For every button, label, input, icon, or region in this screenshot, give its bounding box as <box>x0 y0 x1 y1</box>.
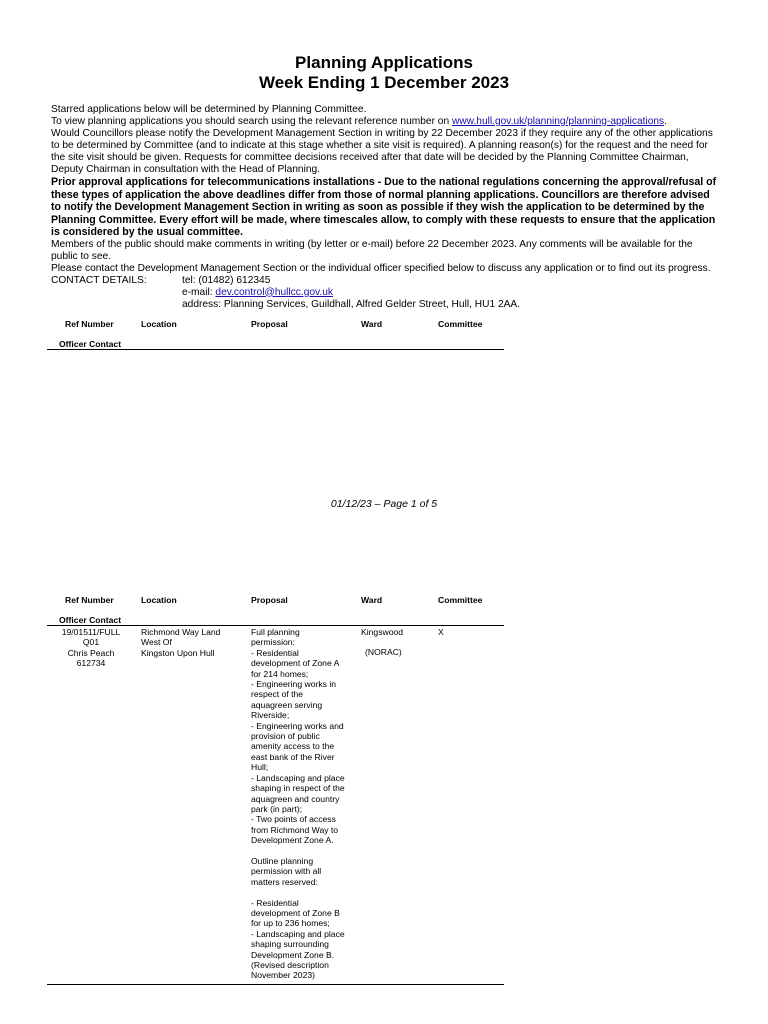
intro-contact-notice: Please contact the Development Management Section or the individual officer specified below to discuss any application or to find out its progress. <box>51 262 711 274</box>
intro-view-suffix: . <box>664 116 667 127</box>
header-committee: Committee <box>438 319 483 329</box>
table-row <box>47 626 504 985</box>
header-location: Location <box>141 319 177 329</box>
table-header <box>47 595 504 626</box>
table-header <box>47 319 504 350</box>
header-ward: Ward <box>361 319 383 329</box>
header-ward: Ward <box>361 595 383 605</box>
contact-row-tel <box>51 275 721 287</box>
intro-telecom-notice: Prior approval applications for telecommunications installations - Due to the national regulations concerning the approval/refusal of these types of application the above deadlines differ from those of normal planning applications. Councillors are therefore advised to notify the Development Management Section in writing as soon as possible if they wish the application to be determined by the Planning Committee. Every effort will be made, where timescales allow, to comply with these requests to ensure that the application is considered by the usual committee. <box>51 176 717 238</box>
row-committee-cell: X <box>438 627 444 637</box>
header-location: Location <box>141 595 177 605</box>
row-ref-cell <box>47 627 135 669</box>
contact-row-email <box>51 287 721 299</box>
planning-applications-link[interactable]: www.hull.gov.uk/planning/planning-applications <box>451 116 665 127</box>
contact-email-line <box>182 287 333 299</box>
location-line: West Of <box>141 637 172 648</box>
intro-line-starred: Starred applications below will be determined by Planning Committee. <box>51 104 367 115</box>
contact-address: address: Planning Services, Guildhall, Alfred Gelder Street, Hull, HU1 2AA. <box>182 298 521 310</box>
ward-name: Kingswood <box>361 627 404 637</box>
ref-number-part2: Q01 <box>82 637 100 648</box>
page-subtitle: Week Ending 1 December 2023 <box>258 73 510 92</box>
intro-view-prefix: To view planning applications you should search using the relevant reference number on <box>51 116 452 127</box>
intro-line-view <box>51 116 721 128</box>
ref-number-part1: 19/01511/FULL <box>61 627 121 637</box>
intro-councillors-notice: Would Councillors please notify the Development Management Section in writing by 22 December 2023 if they require any of the other applications to be determined by Committee (and to indicate at this stage whether a site visit is required). A planning reason(s) for the request and the need for the site visit should be given. Requests for committee decisions received after that date will be decided by the Planning Committee Chairman, Deputy Chairman in consultation with the Head of Planning. <box>51 128 713 175</box>
intro-section <box>51 104 721 311</box>
ward-note: (NORAC) <box>365 647 402 658</box>
header-ref-number: Ref Number <box>65 595 114 605</box>
header-proposal: Proposal <box>251 595 288 605</box>
header-officer-contact: Officer Contact <box>59 615 122 625</box>
contact-row-address <box>51 299 721 311</box>
officer-name: Chris Peach <box>67 647 115 658</box>
row-proposal-cell: Full planning permission: - Residential development of Zone A for 214 homes; - Engineering works in respect of the aquagreen serving Riverside; - Engineering works and provision of public amenity access to the east bank of the River Hull; - Landscaping and place shaping in respect of the aquagreen and country park (in part); - Two points of access from Richmond Way to Development Zone A. Outline planning permission with all matters reserved: - Residential development of Zone B for up to 236 homes; - Landscaping and place shaping surrounding Development Zone B. (Revised description November 2023) <box>251 627 345 981</box>
contact-details-label: CONTACT DETAILS: <box>51 274 147 286</box>
intro-public-notice: Members of the public should make comments in writing (by letter or e-mail) before 22 December 2023. Any comments will be available for the public to see. <box>51 238 693 262</box>
location-line: Richmond Way Land <box>141 627 221 637</box>
row-ward-cell <box>361 627 431 658</box>
header-committee: Committee <box>438 595 483 605</box>
location-line: Kingston Upon Hull <box>141 647 215 658</box>
header-ref-number: Ref Number <box>65 319 114 329</box>
page-title: Planning Applications <box>295 53 473 72</box>
page-footer: 01/12/23 – Page 1 of 5 <box>330 498 438 510</box>
contact-tel: tel: (01482) 612345 <box>182 274 271 286</box>
header-officer-contact: Officer Contact <box>59 339 122 349</box>
contact-email-prefix: e-mail: <box>182 286 216 298</box>
row-location-cell <box>141 627 241 658</box>
header-proposal: Proposal <box>251 319 288 329</box>
officer-phone: 612734 <box>76 658 106 669</box>
contact-email-link[interactable]: dev.control@hullcc.gov.uk <box>215 286 333 298</box>
